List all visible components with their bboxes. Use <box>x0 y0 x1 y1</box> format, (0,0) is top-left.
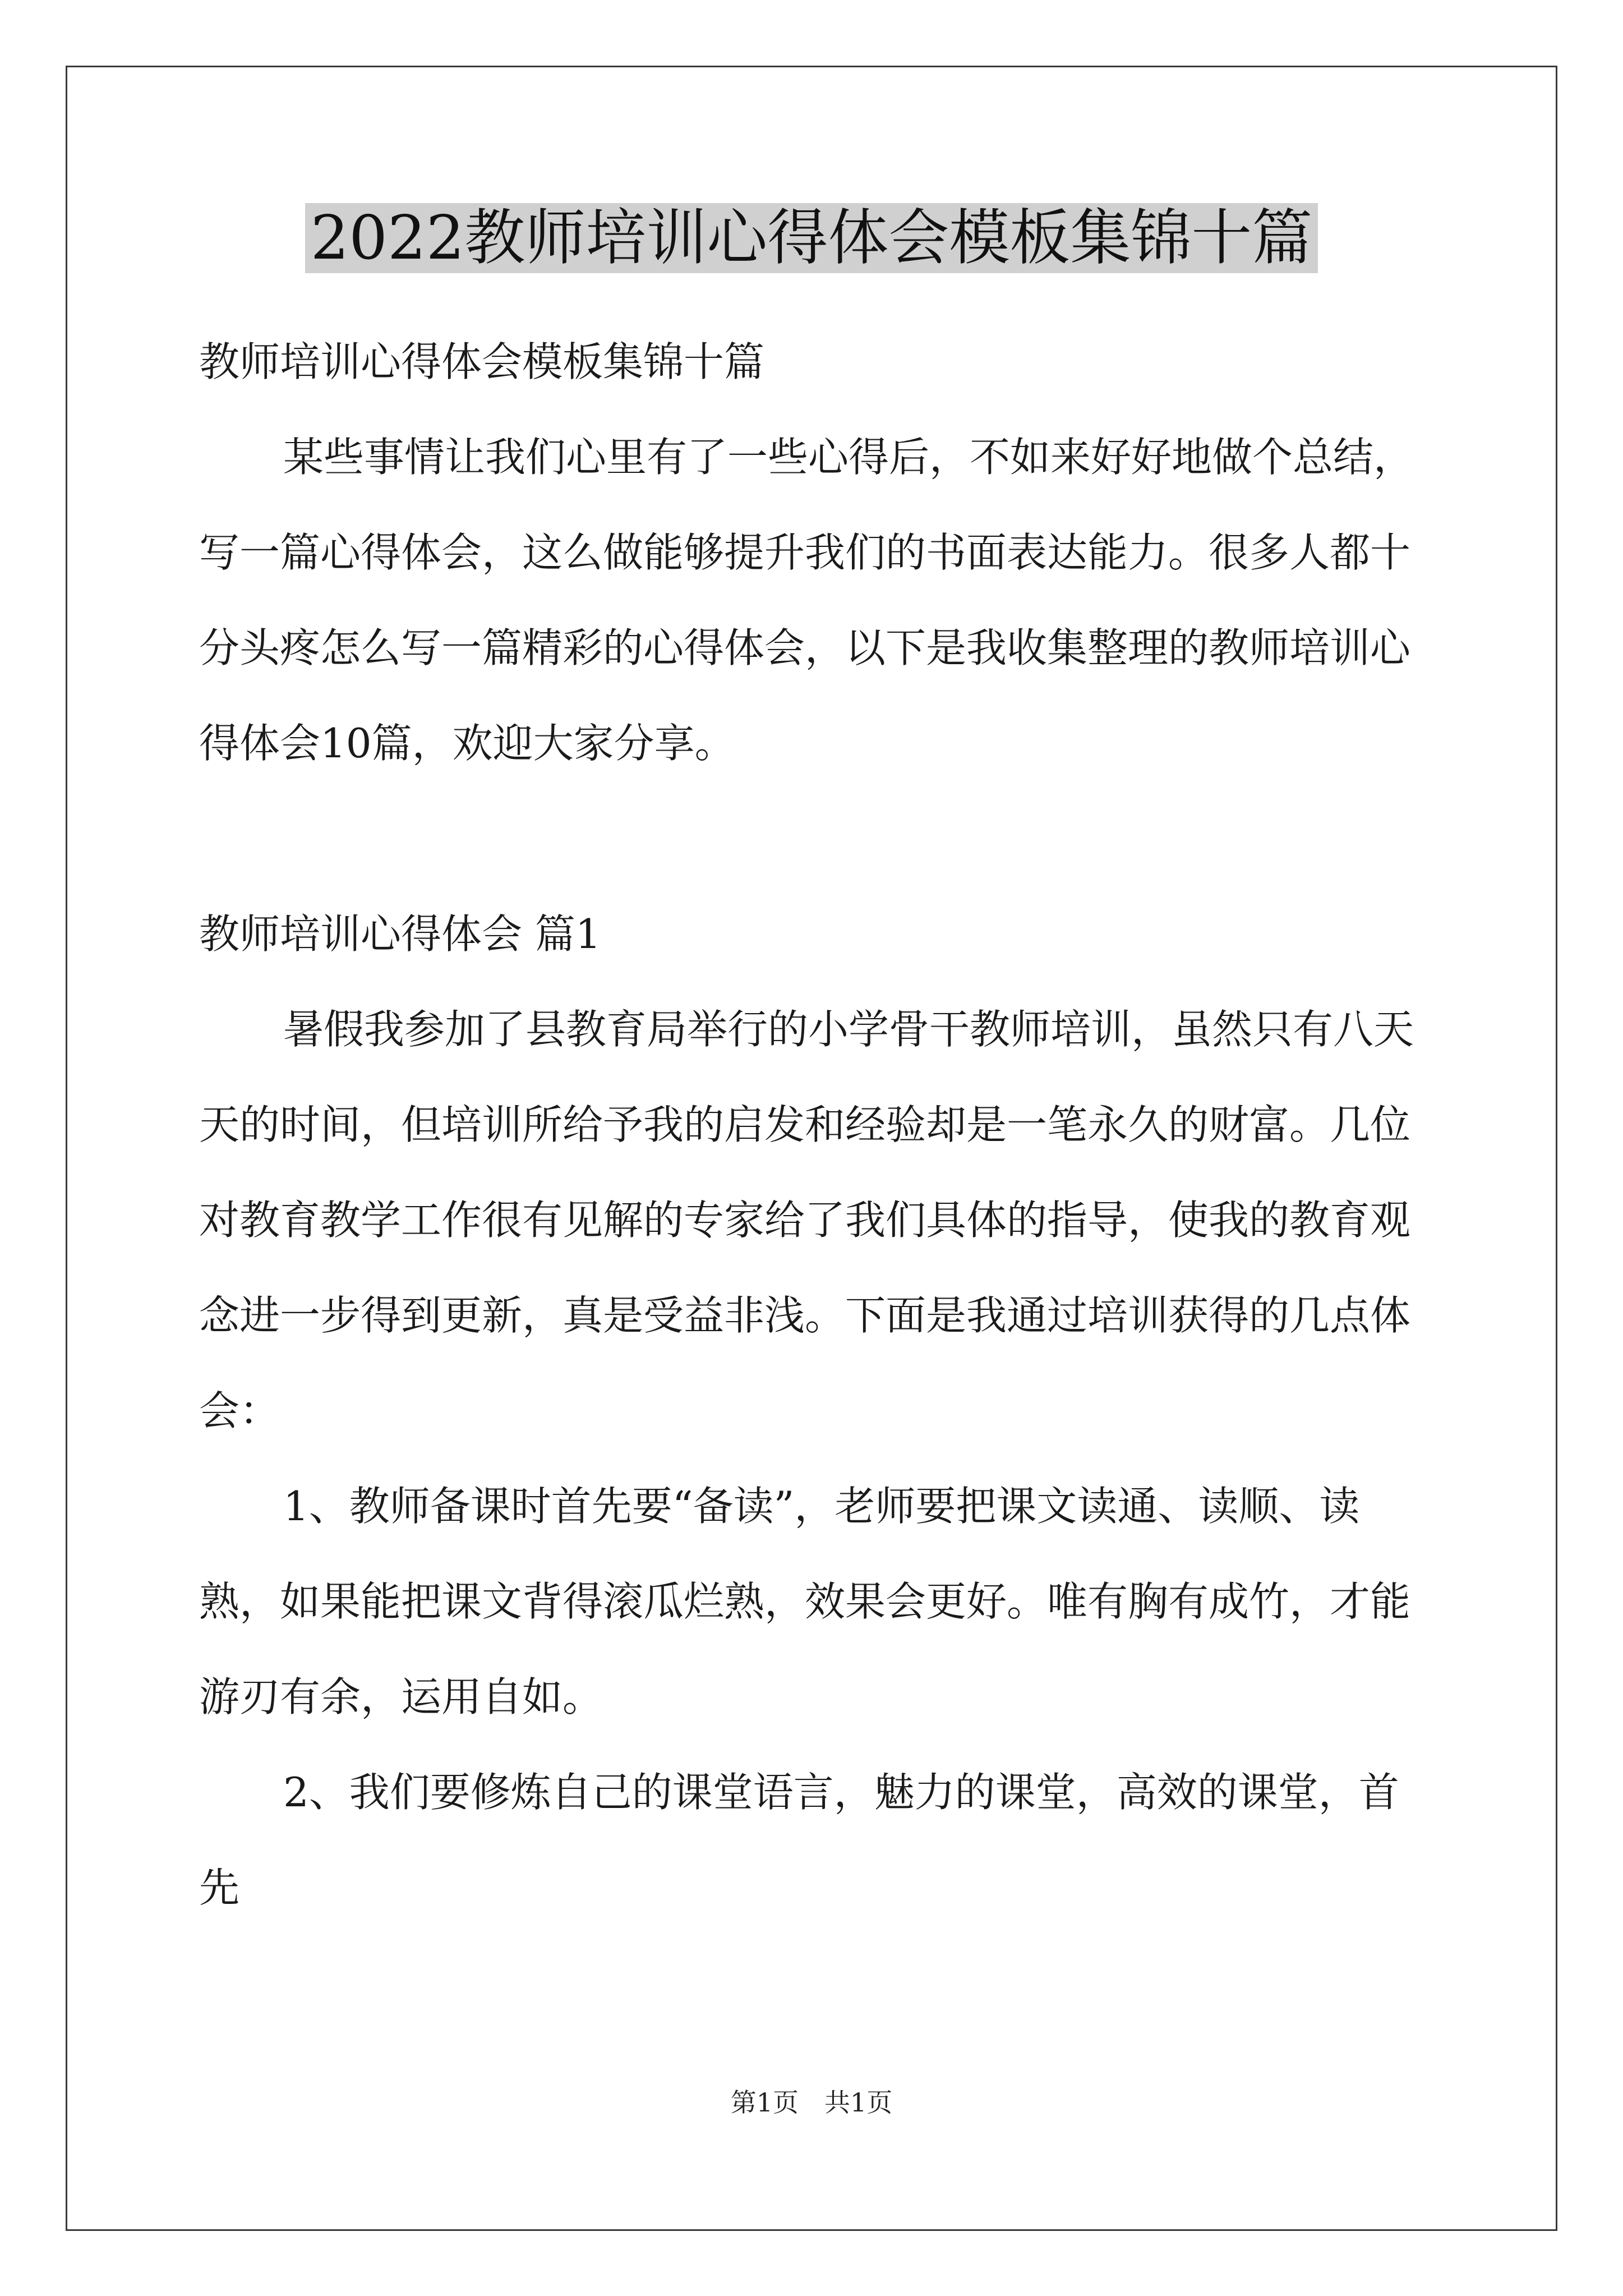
page-footer: 第1页 共1页 <box>730 2087 893 2118</box>
body-paragraph: 1、教师备课时首先要“备读”，老师要把课文读通、读顺、读熟，如果能把课文背得滚瓜烂熟，效果会更好。唯有胸有成竹，才能游刃有余，运用自如。 <box>199 1483 1411 1720</box>
document-body <box>199 314 1433 1935</box>
body-paragraph: 暑假我参加了县教育局举行的小学骨干教师培训，虽然只有八天天的时间，但培训所给予我的启发和经验却是一笔永久的财富。几位对教育教学工作很有见解的专家给了我们具体的指导，使我的教育观念进一步得到更新，真是受益非浅。下面是我通过培训获得的几点体会： <box>199 1006 1414 1434</box>
document-subtitle: 教师培训心得体会模板集锦十篇 <box>199 338 765 385</box>
body-paragraph: 2、我们要修炼自己的课堂语言，魅力的课堂，高效的课堂，首先 <box>199 1769 1399 1911</box>
document-title-text: 2022教师培训心得体会模板集锦十篇 <box>305 203 1318 273</box>
section-heading: 教师培训心得体会 篇1 <box>199 910 601 958</box>
intro-paragraph: 某些事情让我们心里有了一些心得后，不如来好好地做个总结，写一篇心得体会，这么做能够提升我们的书面表达能力。很多人都十分头疼怎么写一篇精彩的心得体会，以下是我收集整理的教师培训心得体会10篇，欢迎大家分享。 <box>199 434 1414 767</box>
document-title <box>0 196 1623 280</box>
